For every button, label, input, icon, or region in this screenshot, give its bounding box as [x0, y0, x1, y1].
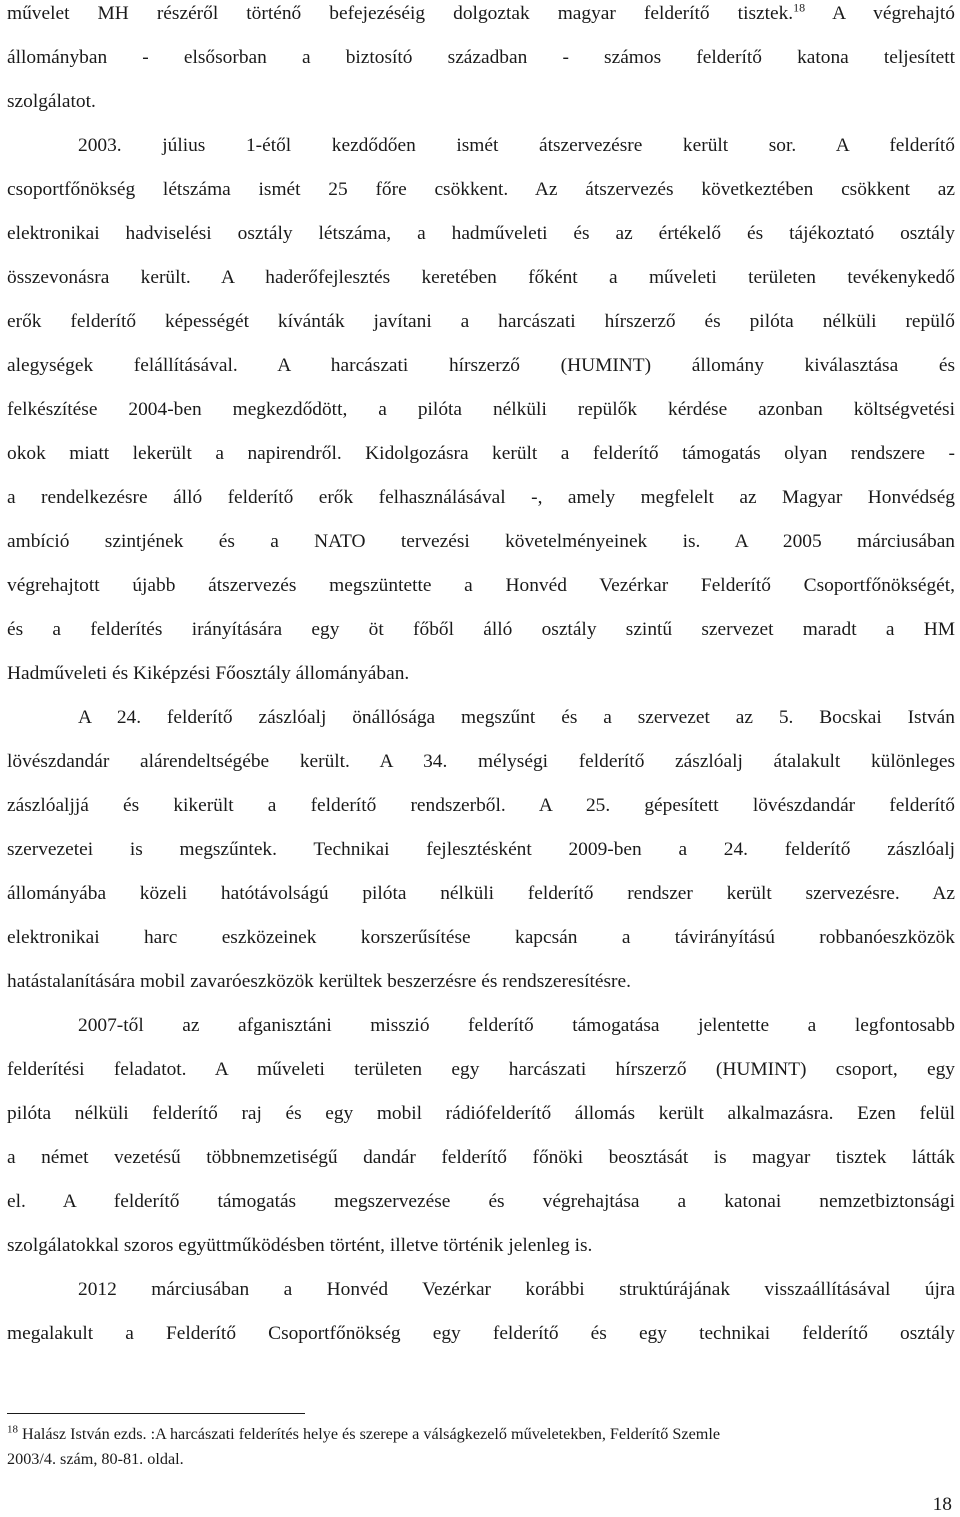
body-line: pilóta nélküli felderítő raj és egy mobil rádiófelderítő állomás került alkalmazásra. Ezen felül [7, 1103, 955, 1124]
body-line: alegységek felállításával. A harcászati hírszerző (HUMINT) állomány kiválasztása és [7, 355, 955, 376]
body-line: felderítési feladatot. A műveleti területen egy harcászati hírszerző (HUMINT) csoport, egy [7, 1059, 955, 1080]
body-line: a német vezetésű többnemzetiségű dandár felderítő főnöki beosztását is magyar tisztek látták [7, 1147, 955, 1168]
body-line: művelet MH részéről történő befejezéséig dolgoztak magyar felderítő tisztek.$^{18}$ A végrehajtó [7, 0, 955, 24]
body-line: Hadműveleti és Kiképzési Főosztály állományában. [7, 663, 410, 684]
body-line: megalakult a Felderítő Csoportfőnökség egy felderítő és egy technikai felderítő osztály [7, 1323, 955, 1344]
body-line: 2007-től az afganisztáni misszió felderítő támogatása jelentette a legfontosabb [78, 1015, 955, 1036]
footnote-marker: 18 [7, 1423, 18, 1436]
body-line: 2003. július 1-étől kezdődően ismét átszervezésre került sor. A felderítő [78, 135, 955, 156]
body-line: 2012 márciusában a Honvéd Vezérkar korábbi struktúrájának visszaállításával újra [78, 1279, 955, 1300]
body-line: hatástalanítására mobil zavaróeszközök kerültek beszerzésre és rendszeresítésre. [7, 971, 631, 992]
body-line: zászlóaljjá és kikerült a felderítő rendszerből. A 25. gépesített lövészdandár felderítő [7, 795, 955, 816]
body-line: szervezetei is megszűntek. Technikai fejlesztésként 2009-ben a 24. felderítő zászlóalj [7, 839, 955, 860]
page-number: 18 [932, 1494, 952, 1515]
body-line: lövészdandár alárendeltségébe került. A 34. mélységi felderítő zászlóalj átalakult különleges [7, 751, 955, 772]
body-line: A 24. felderítő zászlóalj önállósága megszűnt és a szervezet az 5. Bocskai István [78, 707, 955, 728]
body-line: szolgálatot. [7, 91, 96, 112]
body-line: elektronikai hadviselési osztály létszáma, a hadműveleti és az értékelő és tájékoztató osztály [7, 223, 955, 244]
body-line: és a felderítés irányítására egy öt főből álló osztály szintű szervezet maradt a HM [7, 619, 955, 640]
footnote-reference: 18 [793, 0, 806, 15]
body-line: elektronikai harc eszközeinek korszerűsítése kapcsán a távirányítású robbanóeszközök [7, 927, 955, 948]
body-line: csoportfőnökség létszáma ismét 25 főre csökkent. Az átszervezés következtében csökkent az [7, 179, 955, 200]
body-line: erők felderítő képességét kívánták javítani a harcászati hírszerző és pilóta nélküli repülő [7, 311, 955, 332]
body-line: állományába közeli hatótávolságú pilóta nélküli felderítő rendszer került szervezésre. Az [7, 883, 955, 904]
footnote-separator [7, 1413, 305, 1414]
body-line: a rendelkezésre álló felderítő erők felhasználásával -, amely megfelelt az Magyar Honvédség [7, 487, 955, 508]
body-line: állományban - elsősorban a biztosító században - számos felderítő katona teljesített [7, 47, 955, 68]
body-line: okok miatt lekerült a napirendről. Kidolgozásra került a felderítő támogatás olyan rendszere - [7, 443, 955, 464]
footnote-line: $^{18}$ Halász István ezds. :A harcászati felderítés helye és szerepe a válságkezelő műveletekben, Felderítő Szemle [7, 1423, 721, 1443]
body-line: összevonásra került. A haderőfejlesztés keretében főként a műveleti területen tevékenykedő [7, 267, 955, 288]
body-line: végrehajtott újabb átszervezés megszüntette a Honvéd Vezérkar Felderítő Csoportfőnökségét, [7, 575, 955, 596]
body-line: ambíció szintjének és a NATO tervezési követelményeinek is. A 2005 márciusában [7, 531, 955, 552]
footnote-line: 2003/4. szám, 80-81. oldal. [7, 1450, 184, 1468]
body-line: el. A felderítő támogatás megszervezése és végrehajtása a katonai nemzetbiztonsági [7, 1191, 955, 1212]
body-line: szolgálatokkal szoros együttműködésben történt, illetve történik jelenleg is. [7, 1235, 593, 1256]
body-line: felkészítése 2004-ben megkezdődött, a pilóta nélküli repülők kérdése azonban költségvetési [7, 399, 955, 420]
